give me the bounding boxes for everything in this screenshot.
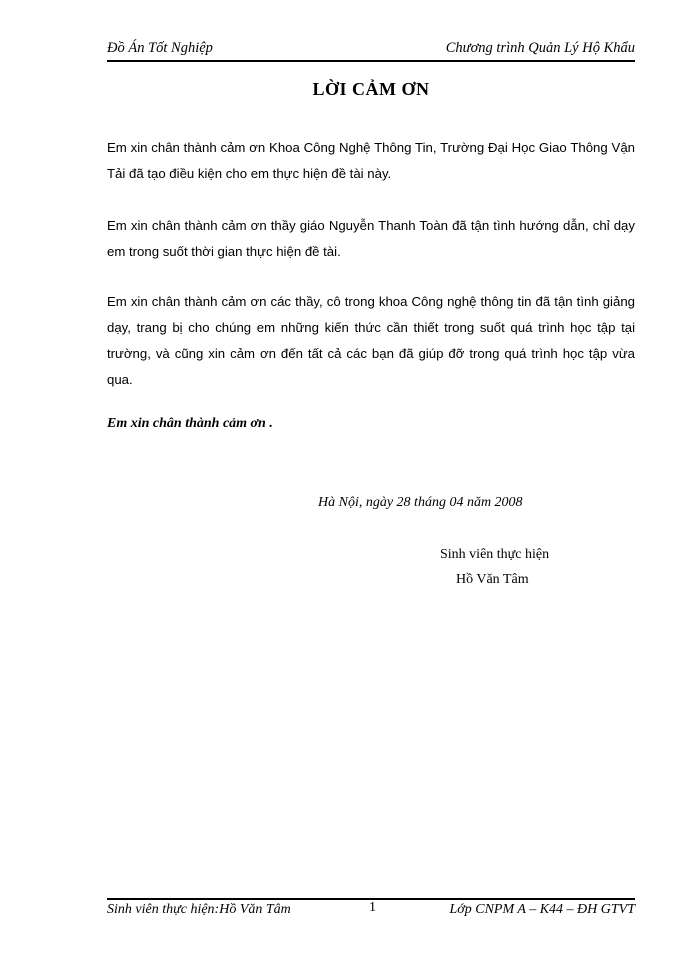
- closing-line: Em xin chân thành cảm ơn .: [107, 416, 273, 431]
- footer-author: Sinh viên thực hiện:Hồ Văn Tâm: [107, 902, 291, 917]
- date-line: Hà Nội, ngày 28 tháng 04 năm 2008: [318, 495, 523, 510]
- signer-role: Sinh viên thực hiện: [440, 547, 550, 562]
- paragraph-thanks-advisor: Em xin chân thành cảm ơn thầy giáo Nguyễn Thanh Toàn đã tận tình hướng dẫn, chỉ dạy em trong suốt thời gian thực hiện đề tài.: [107, 218, 635, 259]
- page-number: 1: [369, 900, 376, 915]
- page-footer: [107, 902, 635, 922]
- page-title: LỜI CẢM ƠN: [312, 79, 430, 99]
- paragraph-thanks-faculty: Em xin chân thành cảm ơn Khoa Công Nghệ Thông Tin, Trường Đại Học Giao Thông Vận Tải đã tạo điều kiện cho em thực hiện đề tài này.: [107, 140, 635, 181]
- footer-class: Lớp CNPM A – K44 – ĐH GTVT: [449, 902, 635, 917]
- header-project-title: Chương trình Quản Lý Hộ Khẩu: [445, 40, 635, 56]
- signer-name: Hồ Văn Tâm: [456, 572, 529, 587]
- paragraph-thanks-teachers: Em xin chân thành cảm ơn các thầy, cô trong khoa Công nghệ thông tin đã tận tình giảng dạy, trang bị cho chúng em những kiến thức cần thiết trong suốt quá trình học tập tại trường, và cũng xin cảm ơn đến tất cả các bạn đã giúp đỡ trong quá trình học tập vừa qua.: [107, 294, 635, 387]
- header-document-type: Đồ Án Tốt Nghiệp: [107, 40, 213, 56]
- header-divider: [107, 60, 635, 62]
- page-header: [107, 40, 635, 60]
